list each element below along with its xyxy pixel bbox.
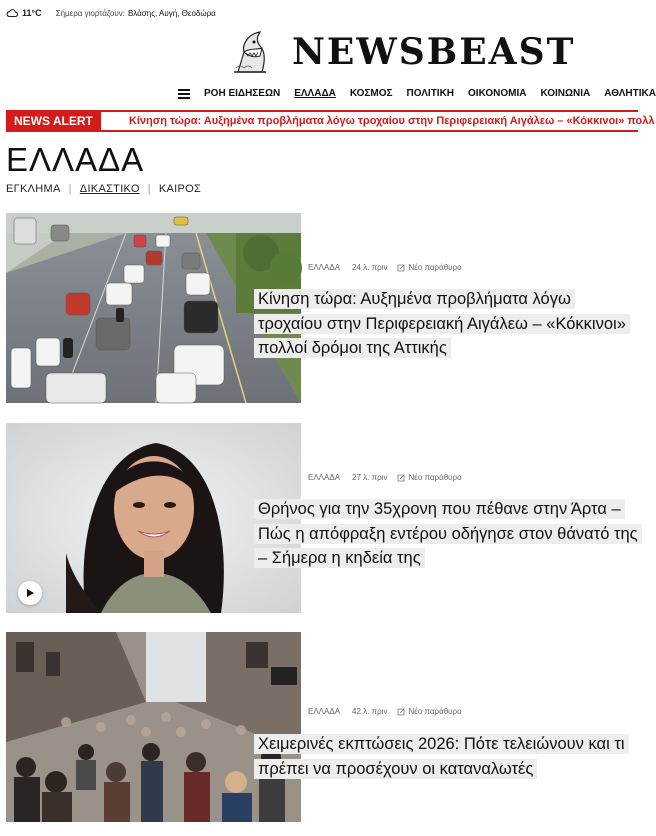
article-card bbox=[6, 213, 638, 403]
brand-name: NEWSBEAST bbox=[292, 31, 576, 73]
page-title: ΕΛΛΑΔΑ bbox=[6, 141, 145, 178]
article-title[interactable] bbox=[254, 732, 638, 781]
article-title[interactable] bbox=[254, 287, 638, 361]
nav-item-roh[interactable]: ΡΟΗ ΕΙΔΗΣΕΩΝ bbox=[204, 88, 281, 99]
article-time: 42 λ. πριν bbox=[352, 707, 388, 716]
cloud-icon bbox=[6, 8, 18, 18]
menu-icon[interactable] bbox=[178, 89, 190, 99]
article-card bbox=[6, 632, 638, 822]
site-logo[interactable] bbox=[230, 30, 575, 74]
main-nav bbox=[178, 88, 656, 99]
article-image-shopping-street[interactable] bbox=[6, 632, 301, 822]
nav-item-koinonia[interactable]: ΚΟΙΝΩΝΙΑ bbox=[540, 88, 591, 99]
subnav-item-kairos[interactable]: ΚΑΙΡΟΣ bbox=[158, 183, 202, 195]
news-alert-text[interactable]: Κίνηση τώρα: Αυξημένα προβλήματα λόγω τροχαίου στην Περιφερειακή Αιγάλεω – «Κόκκινοι» πολλ bbox=[128, 115, 655, 127]
nav-item-oikonomia[interactable]: ΟΙΚΟΝΟΜΙΑ bbox=[468, 88, 527, 99]
top-info-bar bbox=[6, 6, 216, 20]
external-link-icon[interactable] bbox=[397, 264, 405, 272]
article-category[interactable]: ΕΛΛΑΔΑ bbox=[308, 707, 341, 716]
article-meta bbox=[308, 473, 462, 482]
open-new-window-label[interactable]: Νέο παράθυρο bbox=[408, 263, 462, 272]
play-icon bbox=[25, 588, 35, 598]
article-category[interactable]: ΕΛΛΑΔΑ bbox=[308, 263, 341, 272]
article-time: 24 λ. πριν bbox=[352, 263, 388, 272]
nameday-names: Βλάσης, Αυγή, Θεοδώρα bbox=[127, 8, 216, 18]
nav-item-politiki[interactable]: ΠΟΛΙΤΙΚΗ bbox=[406, 88, 455, 99]
play-video-button[interactable] bbox=[18, 581, 42, 605]
section-subnav bbox=[6, 183, 201, 195]
nav-item-kosmos[interactable]: ΚΟΣΜΟΣ bbox=[349, 88, 393, 99]
shark-icon bbox=[230, 30, 270, 74]
article-meta bbox=[308, 263, 462, 272]
temperature: 11°C bbox=[22, 8, 42, 18]
external-link-icon[interactable] bbox=[397, 474, 405, 482]
nameday-label: Σήμερα γιορτάζουν: bbox=[55, 8, 125, 18]
article-title-text[interactable]: Χειμερινές εκπτώσεις 2026: Πότε τελειώνουν και τι πρέπει να προσέχουν οι καταναλωτές bbox=[254, 734, 629, 779]
subnav-item-dikastiko[interactable]: ΔΙΚΑΣΤΙΚΟ bbox=[79, 183, 140, 195]
nav-item-athlitika[interactable]: ΑΘΛΗΤΙΚΑ bbox=[604, 88, 656, 99]
article-title-text[interactable]: Θρήνος για την 35χρονη που πέθανε στην Άρτα – Πώς η απόφραξη εντέρου οδήγησε στον θάνατό της – Σήμερα η κηδεία της bbox=[254, 499, 642, 568]
article-category[interactable]: ΕΛΛΑΔΑ bbox=[308, 473, 341, 482]
article-card bbox=[6, 423, 638, 613]
article-meta bbox=[308, 707, 462, 716]
open-new-window-label[interactable]: Νέο παράθυρο bbox=[408, 707, 462, 716]
article-title-text[interactable]: Κίνηση τώρα: Αυξημένα προβλήματα λόγω τροχαίου στην Περιφερειακή Αιγάλεω – «Κόκκινοι» πολλοί δρόμοι της Αττικής bbox=[254, 289, 630, 358]
article-time: 27 λ. πριν bbox=[352, 473, 388, 482]
nav-item-ellada[interactable]: ΕΛΛΑΔΑ bbox=[294, 88, 336, 99]
article-title[interactable] bbox=[254, 497, 638, 571]
subnav-divider: | bbox=[147, 183, 151, 195]
news-alert-label: NEWS ALERT bbox=[8, 112, 101, 130]
news-alert-bar bbox=[6, 110, 655, 132]
external-link-icon[interactable] bbox=[397, 708, 405, 716]
open-new-window-label[interactable]: Νέο παράθυρο bbox=[408, 473, 462, 482]
subnav-item-egklima[interactable]: ΕΓΚΛΗΜΑ bbox=[6, 183, 61, 195]
subnav-divider: | bbox=[68, 183, 72, 195]
